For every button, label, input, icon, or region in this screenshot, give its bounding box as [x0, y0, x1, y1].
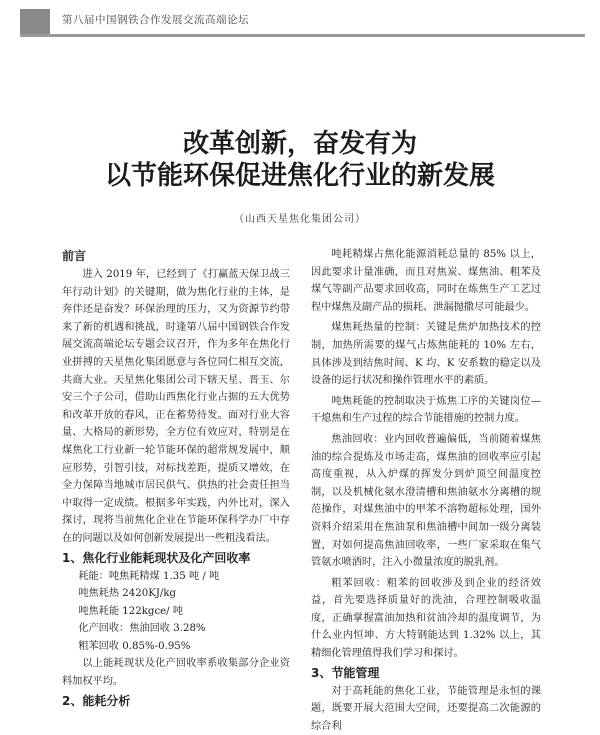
section-heading-2: 2、能耗分析: [62, 693, 131, 708]
paragraph: 粗苯回收：粗苯的回收涉及到企业的经济效益，首先要选择质量好的洗油，合理控制吸收温度，正确掌握富油加热和贫油冷却的温度调节，为什么业内恒坤、方大特钢能达到 1.32% 以上，其精细化管理值得我们学习和探讨。: [311, 577, 541, 660]
stat-line: 吨焦耗热 2420KJ/kg: [78, 588, 177, 600]
stat-line: 吨焦耗能 122kgce/ 吨: [78, 605, 184, 617]
running-header: 第八届中国钢铁合作发展交流高端论坛: [62, 14, 249, 26]
header-accent-bar: [20, 9, 50, 34]
article-title-line-1: 改革创新，奋发有为: [182, 129, 417, 159]
paragraph: 吨焦耗能的控制取决于炼焦工序的关键岗位—干熄焦和生产过程的综合节能措施的控制力度。: [311, 395, 541, 425]
paragraph: 对于高耗能的焦化工业，节能管理是永恒的课题，既要开展大范围大空间，还要提高二次能源的综合利: [311, 685, 541, 732]
stat-line: 耗能：吨焦耗精煤 1.35 吨 / 吨: [78, 570, 220, 582]
section-heading-1: 1、焦化行业能耗现状及化产回收率: [62, 550, 251, 565]
stat-line: 化产回收：焦油回收 3.28%: [78, 623, 206, 635]
paragraph: 焦油回收：业内回收普遍偏低，当前随着煤焦油的综合提炼及市场走高，煤焦油的回收率应引起高度重视，从入炉煤的挥发分到炉顶空间温度控制，以及机械化氨水澄清槽和焦油氨水分离槽的规范操作，对煤焦油中的甲苯不溶物超标处理，国外资料介绍采用在焦油泵和焦油槽中间加一级分离装置，对如何提高焦油回收率，一些厂家采取在集气管氨水喷洒时，注入小微量浓度的脱乳剂。: [311, 433, 541, 569]
paragraph: 吨耗精煤占焦化能源消耗总量的 85% 以上，因此要求计量准确，而且对焦炭、煤焦油、粗苯及煤气等副产品要求回收高，同时在炼焦生产工艺过程中煤焦及副产品的损耗、泄漏抛撒尽可能最少。: [311, 249, 541, 313]
section-heading-preface: 前言: [62, 249, 87, 263]
paragraph: 煤焦耗热量的控制：关键是焦炉加热技术的控制，加热所需要的煤气占炼焦能耗的 10% 左右，具体涉及到结焦时间、K 均、K 安系数的稳定以及设备的运行状况和操作管理水平的素质。: [311, 322, 541, 387]
left-column: [62, 246, 290, 711]
paragraph: 进入 2019 年，已经到了《打赢蓝天保卫战三年行动计划》的关键期，做为焦化行业的主体，是奔伴还是奋发？环保治理的压力，又为资源节约带来了新的机遇和挑战，时逢第八届中国钢铁合作发展交流高端论坛专题会议召开，作为多年在焦化行业拼搏的天星焦化集团愿意与各位同仁相互交流，共商大业。天星焦化集团公司下辖天星、晋玉、尔安三个子公司，借助山西焦化行业占据的五大优势和改革开放的春风，正在蓄势待发。面对行业大容量、大格局的新形势，全方位有效应对，特别是在煤焦化工行业新一轮节能环保的超常规发展中，顺应形势，引智引技，对标找差距，提质又增效，在全力保障当地城市居民供气、供热的社会责任担当中取得一定成绩。根据多年实践，内外比对，深入探讨，现将当前焦化企业在节能环保科学办厂中存在的问题以及如何创新发展提出一些粗浅看法。: [62, 269, 290, 544]
paragraph: 以上能耗现状及化产回收率系收集部分企业资料加权平均。: [62, 658, 290, 688]
right-column: [311, 246, 541, 735]
header-rule: [20, 34, 585, 37]
article-title-line-2: 以节能环保促进焦化行业的新发展: [104, 161, 495, 191]
article-author: （山西天星焦化集团公司）: [234, 214, 366, 225]
stat-line: 粗苯回收 0.85%-0.95%: [78, 640, 191, 652]
section-heading-3: 3、节能管理: [311, 665, 380, 680]
